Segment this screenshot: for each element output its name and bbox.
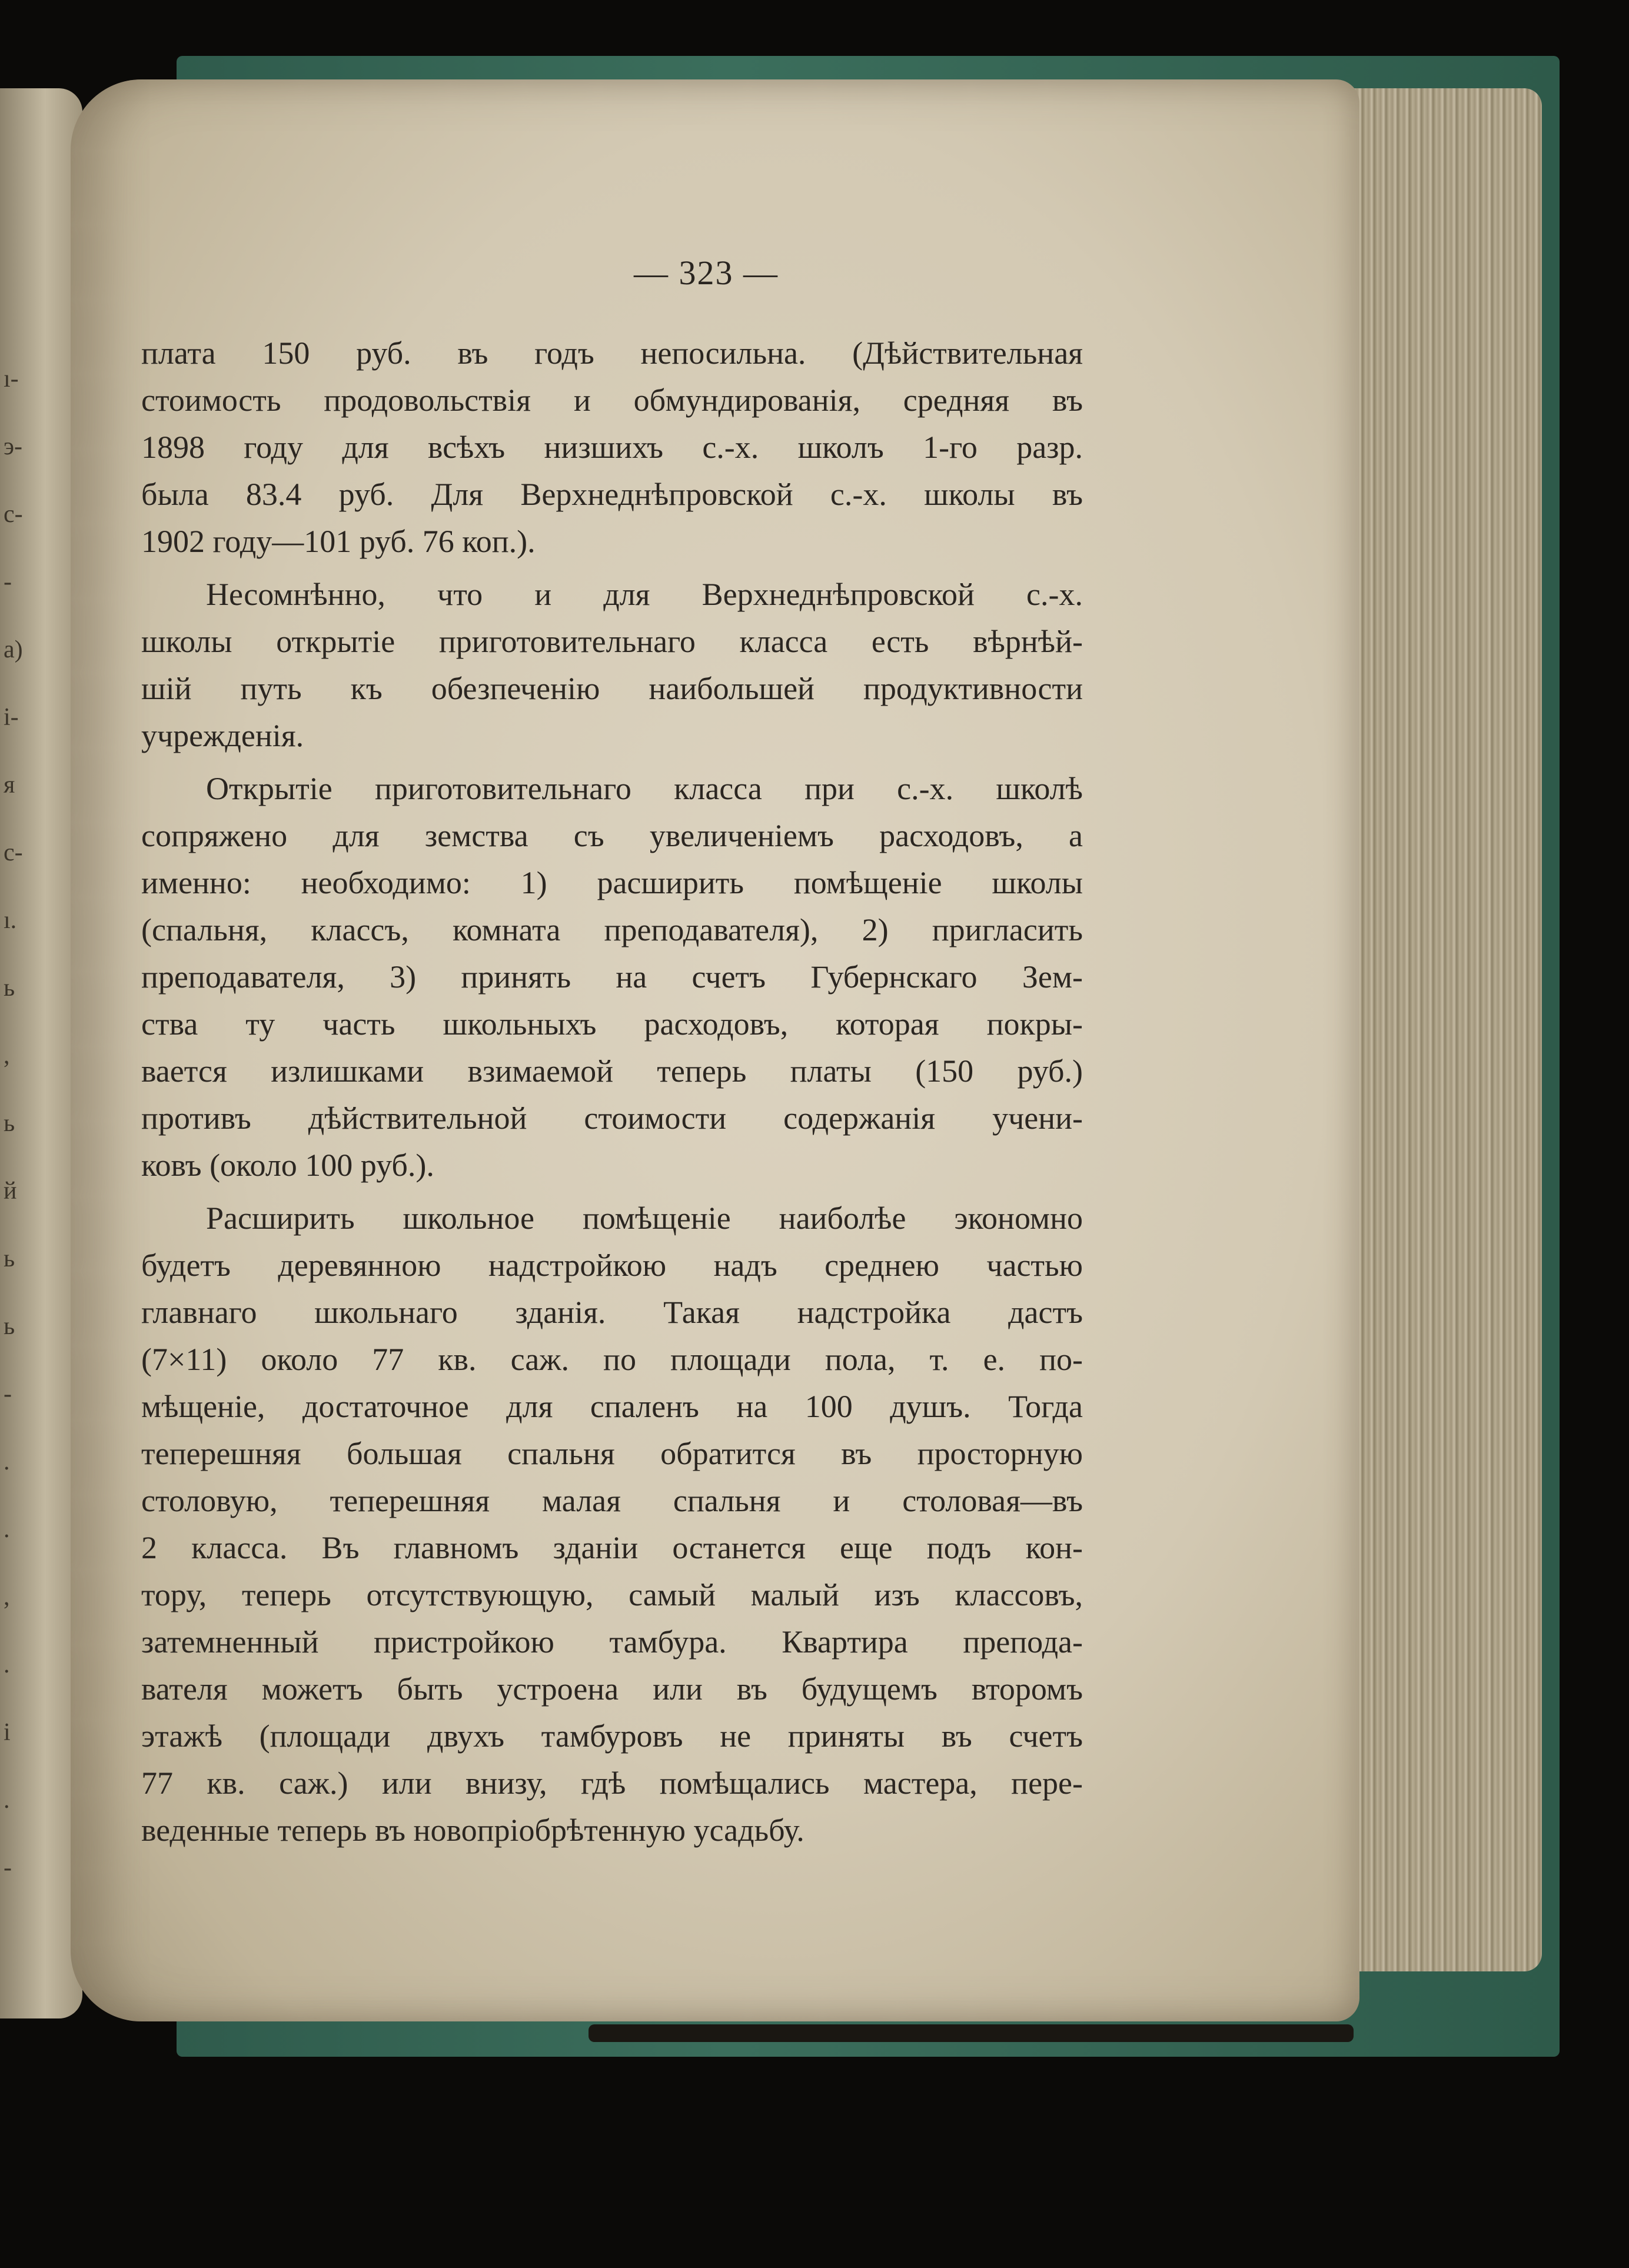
left-page-fragment: с-	[4, 839, 23, 866]
left-page-fragment: -	[4, 1854, 12, 1881]
left-page-fragment: a)	[4, 636, 23, 663]
text-line: 77 кв. саж.) или внизу, гдѣ помѣщались мастера, пере-	[141, 1765, 1083, 1801]
left-page-fragment: ,	[4, 1584, 10, 1611]
left-page-fragment: і-	[4, 704, 19, 731]
page-edges	[1342, 88, 1542, 1971]
left-page-fragment: ь	[4, 1245, 15, 1272]
text-line: веденные теперь въ новопріобрѣтенную усадьбу.	[141, 1813, 804, 1848]
left-page-fragment: .	[4, 1516, 10, 1543]
text-line: ства ту часть школьныхъ расходовъ, которая покры-	[141, 1006, 1083, 1042]
text-line: главнаго школьнаго зданія. Такая надстройка дастъ	[141, 1295, 1083, 1330]
left-page-fragment: -	[4, 568, 12, 596]
text-line: этажѣ (площади двухъ тамбуровъ не приняты въ счетъ	[141, 1718, 1083, 1754]
text-line: именно: необходимо: 1) расширить помѣщеніе школы	[141, 865, 1083, 900]
text-line: 1898 году для всѣхъ низшихъ с.-х. школъ 1-го разр.	[141, 430, 1083, 465]
left-page-fragment: с-	[4, 501, 23, 528]
text-line: Открытіе приготовительнаго класса при с.-х. школѣ	[206, 771, 1083, 806]
text-line: плата 150 руб. въ годъ непосильна. (Дѣйствительная	[141, 335, 1083, 371]
left-page-fragment: і	[4, 1719, 11, 1746]
text-line: вается излишками взимаемой теперь платы (150 руб.)	[141, 1053, 1083, 1089]
left-page-fragment: э-	[4, 433, 23, 460]
left-page-fragment: ı.	[4, 907, 17, 934]
left-page-fragment: -	[4, 1381, 12, 1408]
text-line: 1902 году—101 руб. 76 коп.).	[141, 524, 536, 559]
text-line: вателя можетъ быть устроена или въ будущемъ второмъ	[141, 1671, 1083, 1707]
paragraph	[141, 571, 1083, 759]
text-line: Расширить школьное помѣщеніе наиболѣе экономно	[206, 1200, 1083, 1236]
text-line: стоимость продовольствія и обмундированія, средняя въ	[141, 383, 1083, 418]
book-bottom-edge	[589, 2024, 1354, 2042]
text-line: столовую, теперешняя малая спальня и столовая—въ	[141, 1483, 1083, 1518]
left-page-fragment: ı-	[4, 365, 19, 393]
text-line: шій путь къ обезпеченію наибольшей продуктивности	[141, 671, 1083, 706]
text-line: сопряжено для земства съ увеличеніемъ расходовъ, а	[141, 818, 1083, 853]
paragraph	[141, 1195, 1083, 1854]
left-page-fragment: ь	[4, 975, 15, 1002]
text-line: 2 класса. Въ главномъ зданіи останется еще подъ кон-	[141, 1530, 1083, 1565]
left-page-fragment: .	[4, 1787, 10, 1814]
text-line: преподавателя, 3) принять на счетъ Губернскаго Зем-	[141, 959, 1083, 995]
paragraph	[141, 765, 1083, 1189]
left-page-fragment: ,	[4, 1042, 10, 1069]
text-line: противъ дѣйствительной стоимости содержанія учени-	[141, 1100, 1083, 1136]
text-line: будетъ деревянною надстройкою надъ среднею частью	[141, 1248, 1083, 1283]
left-page	[0, 88, 82, 2018]
left-page-fragment: ь	[4, 1313, 15, 1340]
text-line: ковъ (около 100 руб.).	[141, 1148, 434, 1183]
text-line: тору, теперь отсутствующую, самый малый изъ классовъ,	[141, 1577, 1083, 1612]
text-line: теперешняя большая спальня обратится въ просторную	[141, 1436, 1083, 1471]
text-line: была 83.4 руб. Для Верхнеднѣпровской с.-х. школы въ	[141, 477, 1083, 512]
left-page-fragment: я	[4, 771, 15, 799]
text-line: (спальня, классъ, комната преподавателя), 2) пригласить	[141, 912, 1083, 947]
text-line: учрежденія.	[141, 718, 304, 753]
page-body	[141, 330, 1083, 1854]
text-line: (7×11) около 77 кв. саж. по площади пола, т. е. по-	[141, 1342, 1083, 1377]
left-page-fragment: .	[4, 1651, 10, 1678]
page-number: — 323 —	[634, 254, 779, 292]
paragraph	[141, 330, 1083, 565]
left-page-fragment: .	[4, 1448, 10, 1475]
text-line: затемненный пристройкою тамбура. Квартира препода-	[141, 1624, 1083, 1660]
text-line: мѣщеніе, достаточное для спаленъ на 100 душъ. Тогда	[141, 1389, 1083, 1424]
left-page-fragment: й	[4, 1178, 17, 1205]
left-page-fragment: ь	[4, 1110, 15, 1137]
text-line: школы открытіе приготовительнаго класса есть вѣрнѣй-	[141, 624, 1083, 659]
left-page-text-fragments	[0, 88, 82, 2018]
text-line: Несомнѣнно, что и для Верхнеднѣпровской с.-х.	[206, 577, 1083, 612]
